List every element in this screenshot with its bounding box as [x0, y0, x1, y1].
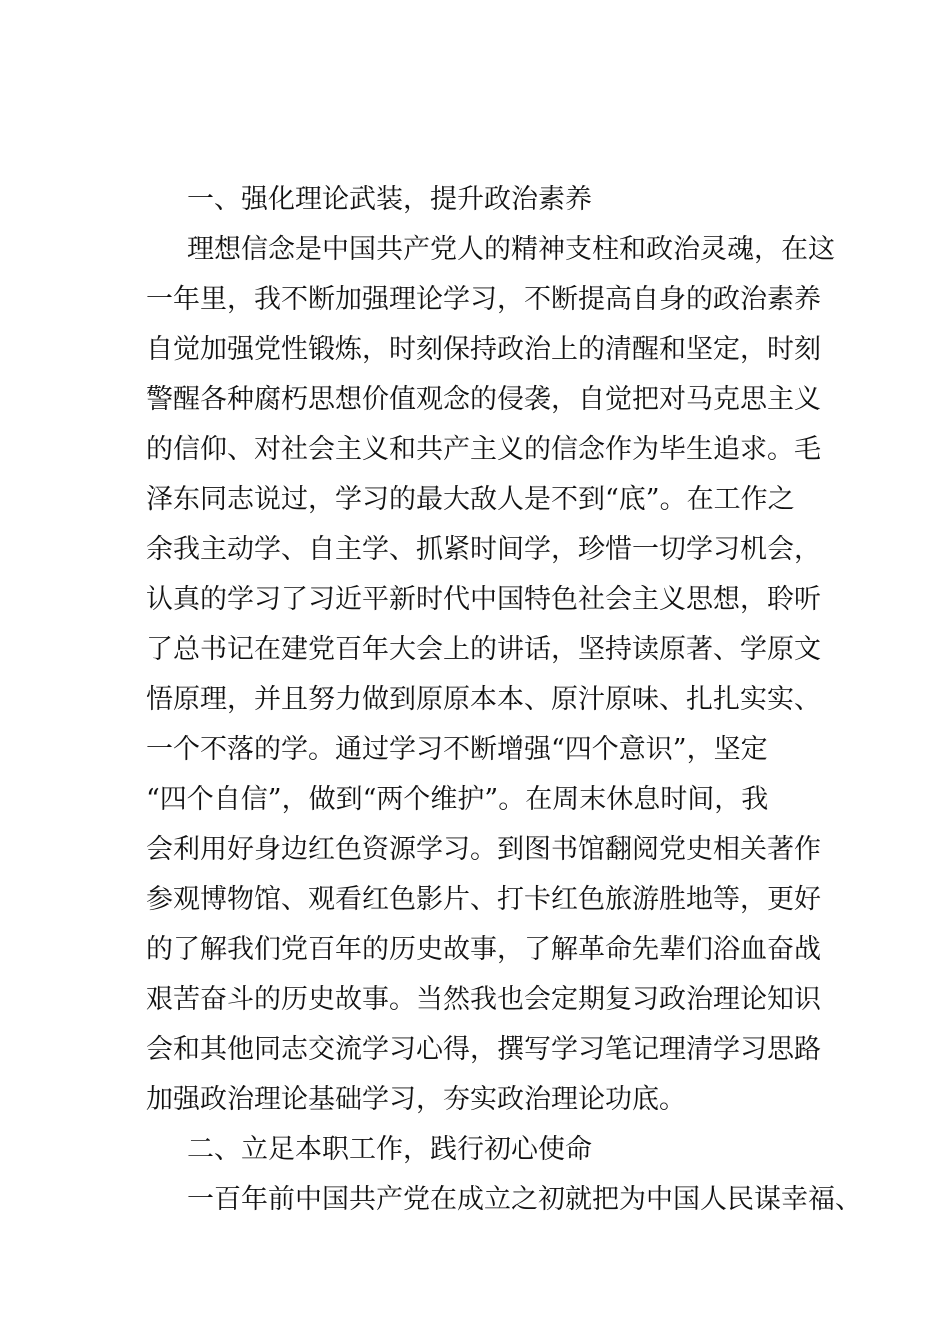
paragraph-line: 泽东同志说过，学习的最大敌人是不到“底”。在工作之	[146, 484, 795, 515]
paragraph-line: 认真的学习了习近平新时代中国特色社会主义思想，聆听	[146, 584, 821, 615]
section-heading-2: 二、立足本职工作，践行初心使命	[187, 1134, 592, 1165]
paragraph-line: “四个自信”，做到“两个维护”。在周末休息时间，我	[146, 784, 769, 815]
paragraph-line: 余我主动学、自主学、抓紧时间学，珍惜一切学习机会，	[146, 534, 821, 565]
paragraph-line: 一年里，我不断加强理论学习，不断提高自身的政治素养	[146, 284, 821, 315]
paragraph-line: 一个不落的学。通过学习不断增强“四个意识”，坚定	[146, 734, 768, 765]
section-heading-1: 一、强化理论武装，提升政治素养	[187, 184, 592, 215]
paragraph-line: 自觉加强党性锻炼，时刻保持政治上的清醒和坚定，时刻	[146, 334, 821, 365]
paragraph-line: 会利用好身边红色资源学习。到图书馆翻阅党史相关著作	[146, 834, 821, 865]
paragraph-line: 悟原理，并且努力做到原原本本、原汁原味、扎扎实实、	[146, 684, 821, 715]
paragraph-line: 了总书记在建党百年大会上的讲话，坚持读原著、学原文	[146, 634, 821, 665]
paragraph-line: 警醒各种腐朽思想价值观念的侵袭，自觉把对马克思主义	[146, 384, 821, 415]
paragraph-line: 加强政治理论基础学习，夯实政治理论功底。	[146, 1084, 686, 1115]
paragraph-line: 理想信念是中国共产党人的精神支柱和政治灵魂，在这	[187, 234, 835, 265]
paragraph-line: 的信仰、对社会主义和共产主义的信念作为毕生追求。毛	[146, 434, 821, 465]
paragraph-line: 的了解我们党百年的历史故事，了解革命先辈们浴血奋战	[146, 934, 821, 965]
paragraph-line: 艰苦奋斗的历史故事。当然我也会定期复习政治理论知识	[146, 984, 821, 1015]
paragraph-line: 参观博物馆、观看红色影片、打卡红色旅游胜地等，更好	[146, 884, 821, 915]
paragraph-line: 会和其他同志交流学习心得，撰写学习笔记理清学习思路	[146, 1034, 821, 1065]
paragraph-line: 一百年前中国共产党在成立之初就把为中国人民谋幸福、	[187, 1184, 862, 1215]
